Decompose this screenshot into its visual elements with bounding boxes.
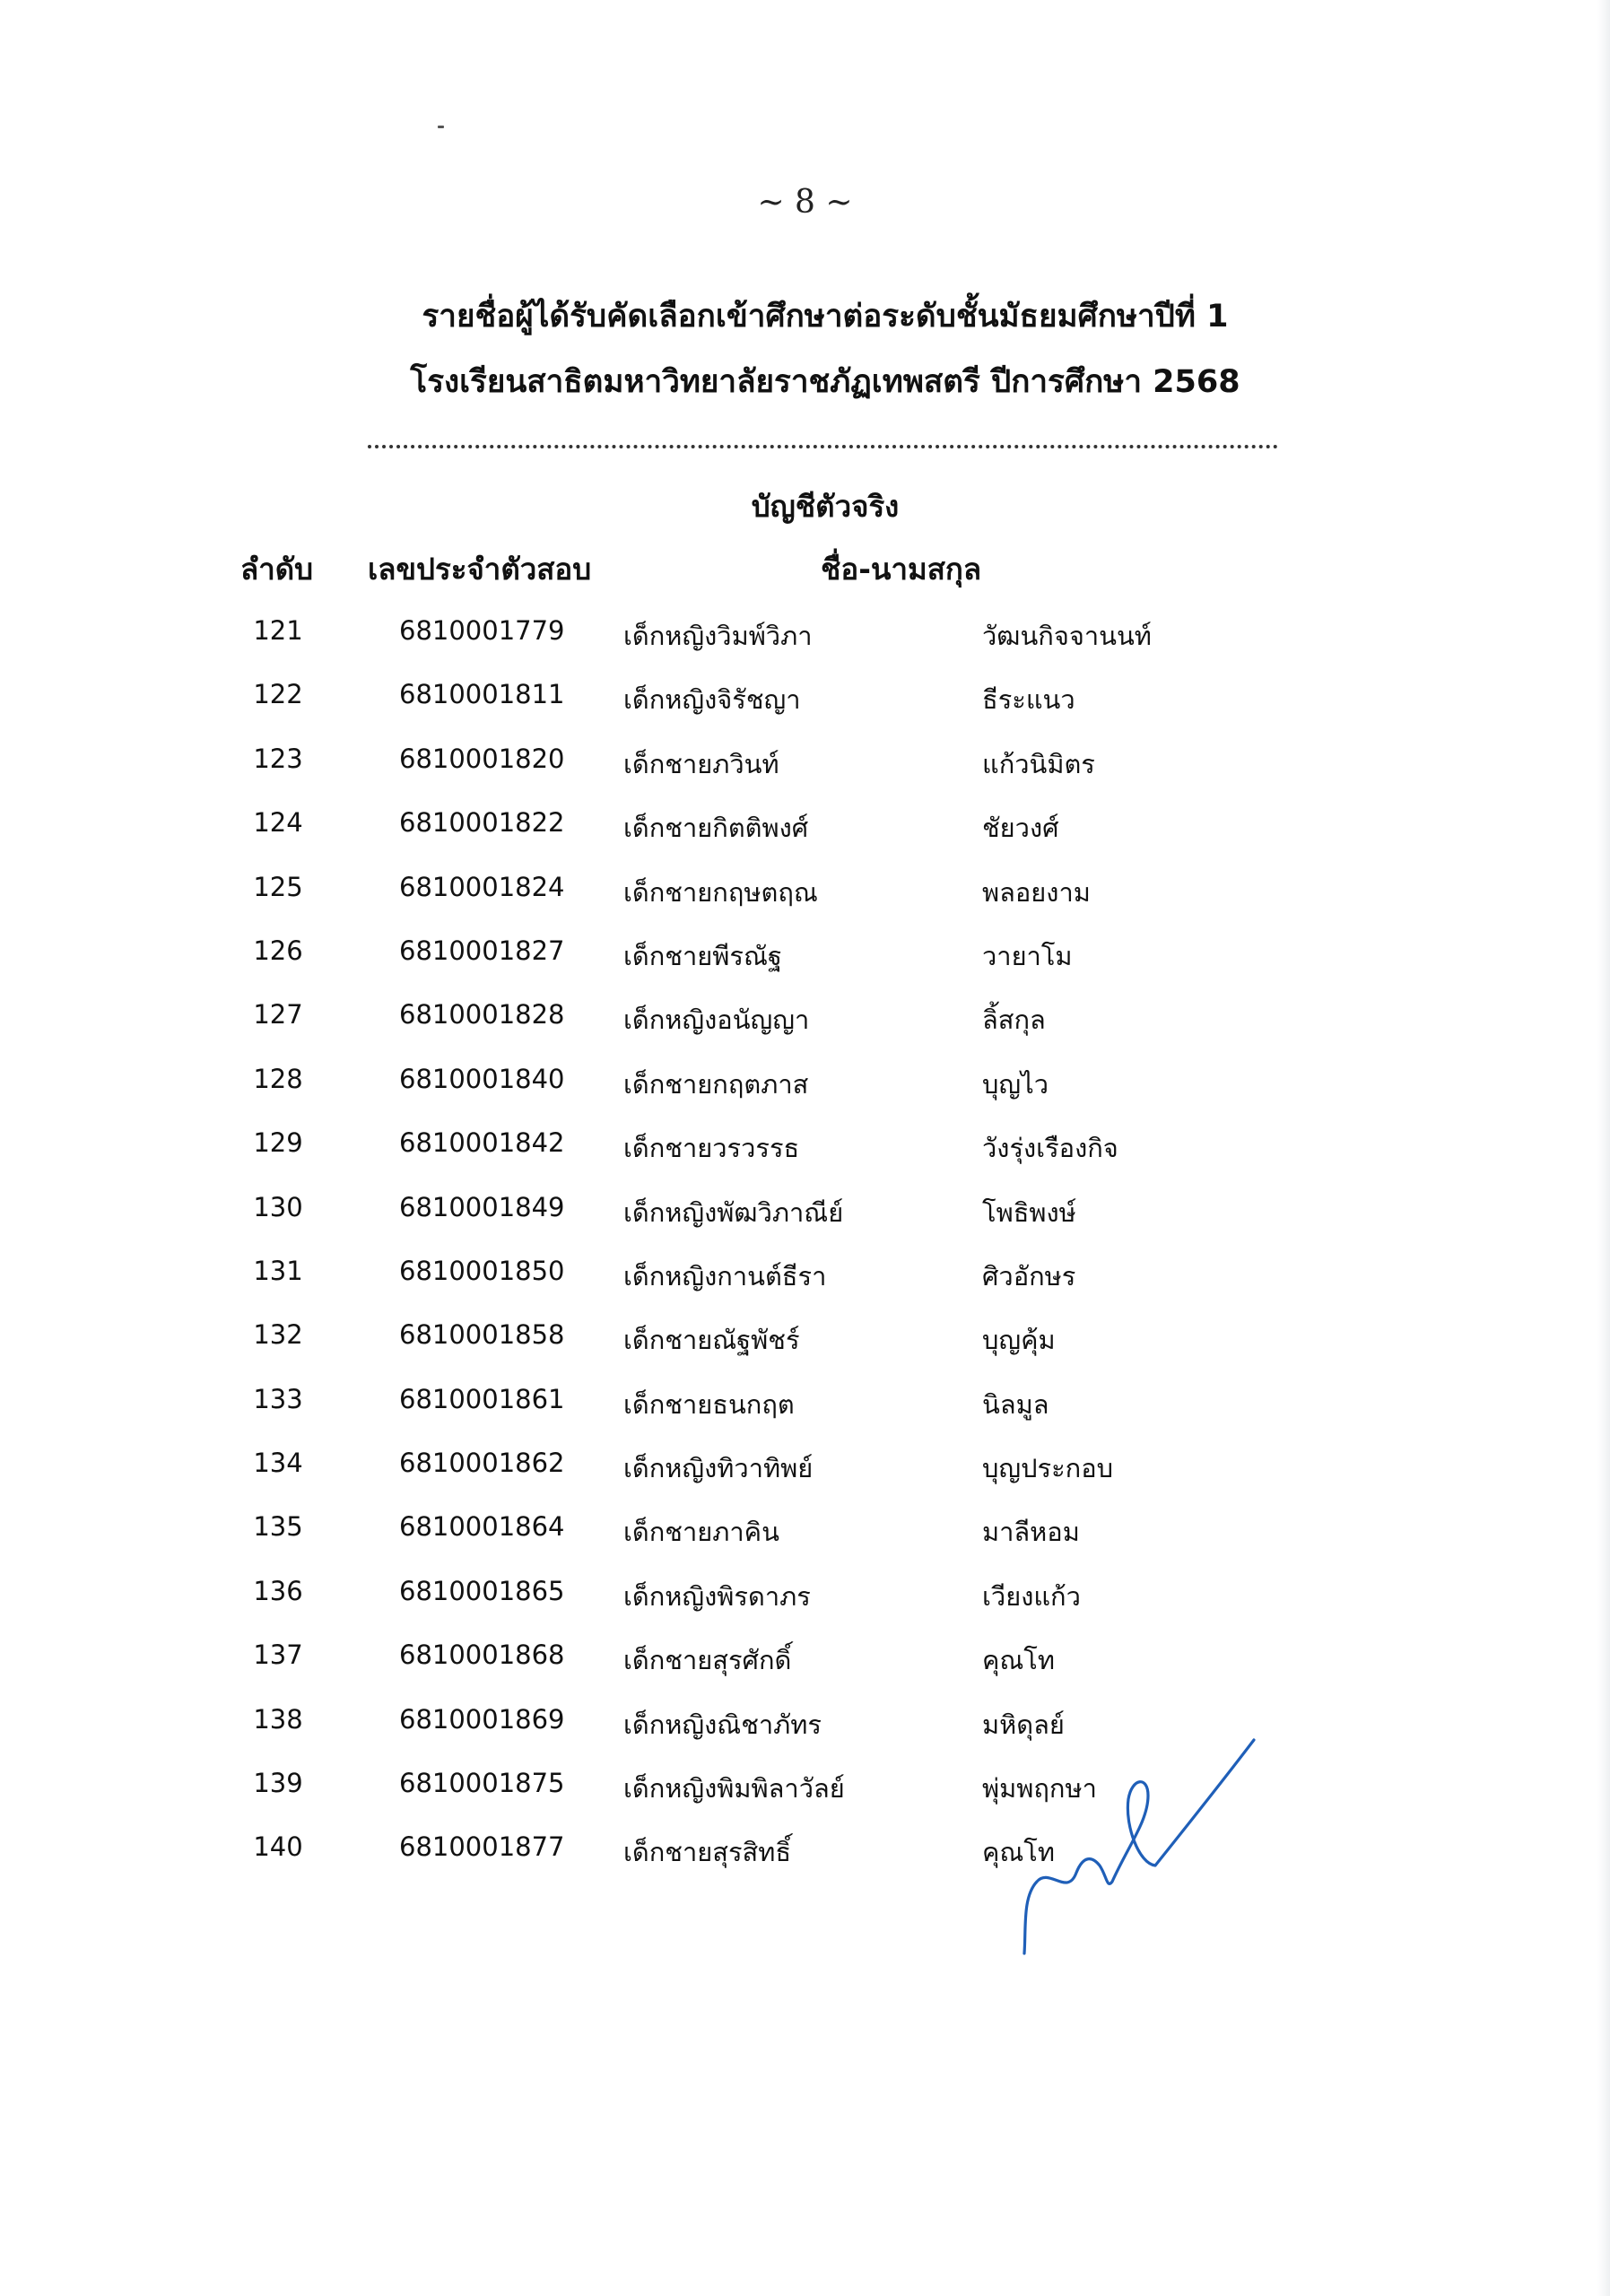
table-row: [0, 1442, 1610, 1506]
row-first-name: เด็กชายสุรศักดิ์: [623, 1645, 792, 1676]
row-order: 121: [253, 615, 303, 646]
row-order: 133: [253, 1383, 303, 1414]
row-last-name: วังรุ่งเรืองกิจ: [982, 1133, 1118, 1164]
row-last-name: พุ่มพฤกษา: [982, 1773, 1097, 1805]
row-first-name: เด็กชายธนกฤต: [623, 1388, 795, 1420]
row-first-name: เด็กชายณัฐพัชร์: [623, 1325, 800, 1356]
title-line-2: โรงเรียนสาธิตมหาวิทยาลัยราชภัฏเทพสตรี ปีการศึกษา 2568: [410, 364, 1240, 400]
row-first-name: เด็กหญิงพัฒวิภาณีย์: [623, 1196, 844, 1228]
table-row: [0, 610, 1610, 674]
row-order: 135: [253, 1511, 303, 1543]
row-order: 134: [253, 1448, 303, 1479]
table-row: [0, 1506, 1610, 1570]
row-exam-id: 6810001858: [399, 1319, 565, 1351]
list-title: บัญชีตัวจริง: [751, 489, 900, 524]
header-exam-id: เลขประจำตัวสอบ: [368, 552, 592, 587]
table-row: [0, 1058, 1610, 1122]
page-number: ~ 8 ~: [757, 184, 853, 221]
row-last-name: ธีระแนว: [982, 684, 1075, 716]
table-row: [0, 738, 1610, 802]
row-first-name: เด็กชายภาคิน: [623, 1517, 779, 1548]
row-last-name: วัฒนกิจจานนท์: [982, 621, 1152, 651]
row-last-name: บุญไว: [982, 1068, 1049, 1100]
row-order: 129: [253, 1127, 303, 1159]
table-row: [0, 1762, 1610, 1826]
row-order: 122: [253, 679, 303, 710]
row-exam-id: 6810001865: [399, 1575, 565, 1606]
row-exam-id: 6810001820: [399, 743, 565, 774]
row-order: 140: [253, 1831, 303, 1863]
row-last-name: โพธิพงษ์: [982, 1196, 1076, 1228]
row-last-name: คุณโท: [982, 1837, 1055, 1868]
table-row: [0, 866, 1610, 930]
table-row: [0, 1187, 1610, 1250]
table-row: [0, 1699, 1610, 1762]
row-last-name: บุญประกอบ: [982, 1453, 1114, 1484]
row-order: 127: [253, 999, 303, 1031]
row-first-name: เด็กชายวรวรรธ: [623, 1133, 800, 1164]
table-row: [0, 1634, 1610, 1698]
row-first-name: เด็กหญิงวิมพ์วิภา: [623, 621, 813, 651]
row-last-name: นิลมูล: [982, 1388, 1049, 1420]
row-exam-id: 6810001827: [399, 935, 565, 966]
row-order: 132: [253, 1319, 303, 1351]
row-exam-id: 6810001849: [399, 1191, 565, 1222]
row-exam-id: 6810001869: [399, 1703, 565, 1735]
row-order: 124: [253, 807, 303, 839]
title-line-1: รายชื่อผู้ได้รับคัดเลือกเข้าศึกษาต่อระดับชั้นมัธยมศึกษาปีที่ 1: [422, 299, 1229, 335]
row-last-name: มหิดุลย์: [982, 1709, 1065, 1740]
row-exam-id: 6810001811: [399, 679, 565, 710]
row-last-name: พลอยงาม: [982, 876, 1091, 908]
row-order: 130: [253, 1191, 303, 1222]
table-row: [0, 930, 1610, 994]
row-first-name: เด็กชายภวินท์: [623, 748, 779, 779]
header-name: ชื่อ-นามสกุล: [821, 552, 982, 587]
row-last-name: คุณโท: [982, 1645, 1055, 1676]
row-first-name: เด็กหญิงพิรดาภร: [623, 1580, 811, 1612]
signature-mark: [1014, 1713, 1265, 1964]
row-last-name: เวียงแก้ว: [982, 1580, 1081, 1612]
row-first-name: เด็กชายสุรสิทธิ์: [623, 1837, 792, 1868]
row-last-name: แก้วนิมิตร: [982, 748, 1095, 779]
row-exam-id: 6810001824: [399, 871, 565, 902]
row-last-name: ชัยวงศ์: [982, 813, 1059, 844]
row-last-name: วายาโม: [982, 940, 1073, 971]
table-row: [0, 1314, 1610, 1378]
row-exam-id: 6810001822: [399, 807, 565, 839]
row-exam-id: 6810001840: [399, 1063, 565, 1094]
row-first-name: เด็กชายกฤษตฤณ: [623, 876, 818, 908]
row-exam-id: 6810001864: [399, 1511, 565, 1543]
row-first-name: เด็กชายพีรณัฐ: [623, 940, 782, 971]
row-last-name: ศิวอักษร: [982, 1260, 1076, 1292]
table-row: [0, 1826, 1610, 1890]
scan-speck: [438, 126, 444, 128]
row-first-name: เด็กหญิงทิวาทิพย์: [623, 1453, 814, 1484]
row-last-name: ลิ้สกุล: [982, 1004, 1046, 1036]
row-last-name: บุญคุ้ม: [982, 1325, 1056, 1356]
table-row: [0, 1250, 1610, 1314]
row-order: 137: [253, 1639, 303, 1671]
row-exam-id: 6810001861: [399, 1383, 565, 1414]
student-table: [0, 610, 1610, 1891]
row-order: 138: [253, 1703, 303, 1735]
row-first-name: เด็กชายกฤตภาส: [623, 1068, 809, 1100]
row-exam-id: 6810001868: [399, 1639, 565, 1671]
dotted-divider: [368, 445, 1278, 448]
row-first-name: เด็กหญิงอนัญญา: [623, 1004, 810, 1036]
row-order: 125: [253, 871, 303, 902]
row-exam-id: 6810001862: [399, 1448, 565, 1479]
table-row: [0, 1570, 1610, 1634]
row-exam-id: 6810001877: [399, 1831, 565, 1863]
row-order: 136: [253, 1575, 303, 1606]
row-last-name: มาลีหอม: [982, 1517, 1080, 1548]
header-order: ลำดับ: [240, 552, 314, 587]
row-first-name: เด็กหญิงกานต์ธีรา: [623, 1260, 827, 1292]
signature-stroke: [1024, 1740, 1254, 1953]
row-exam-id: 6810001875: [399, 1768, 565, 1799]
row-order: 126: [253, 935, 303, 966]
row-exam-id: 6810001779: [399, 615, 565, 646]
row-order: 123: [253, 743, 303, 774]
row-order: 139: [253, 1768, 303, 1799]
row-order: 131: [253, 1255, 303, 1286]
row-first-name: เด็กหญิงจิรัชญา: [623, 684, 801, 716]
table-row: [0, 994, 1610, 1057]
row-exam-id: 6810001842: [399, 1127, 565, 1159]
table-row: [0, 802, 1610, 865]
table-row: [0, 1122, 1610, 1186]
row-first-name: เด็กหญิงพิมพิลาวัลย์: [623, 1773, 845, 1805]
row-order: 128: [253, 1063, 303, 1094]
table-row: [0, 674, 1610, 737]
row-exam-id: 6810001850: [399, 1255, 565, 1286]
row-first-name: เด็กหญิงณิชาภัทร: [623, 1709, 822, 1740]
row-exam-id: 6810001828: [399, 999, 565, 1031]
row-first-name: เด็กชายกิตติพงศ์: [623, 813, 809, 844]
table-row: [0, 1378, 1610, 1442]
